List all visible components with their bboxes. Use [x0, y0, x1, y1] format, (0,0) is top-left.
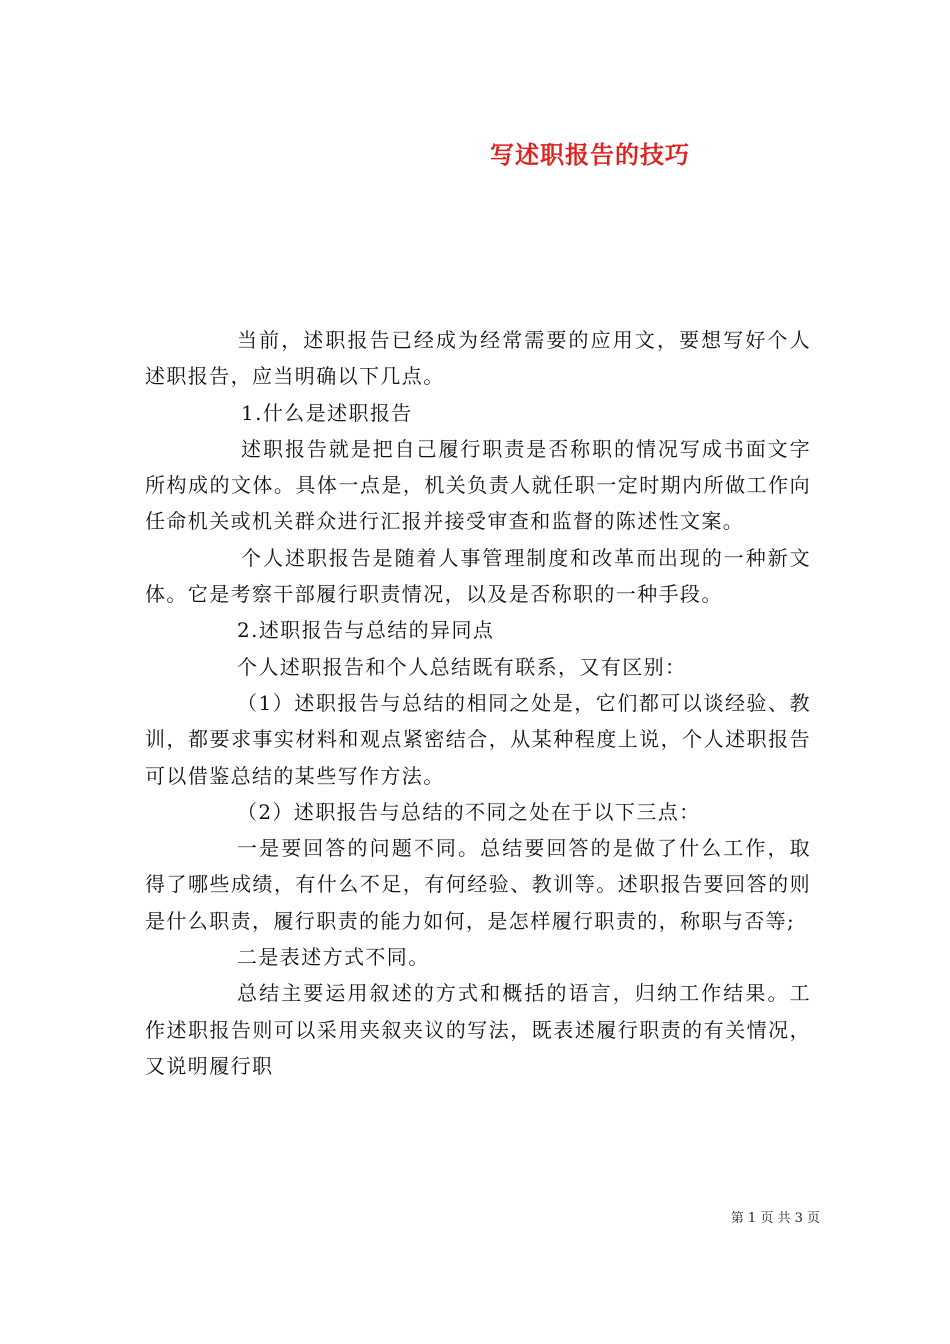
- paragraph-summary-method: 总结主要运用叙述的方式和概括的语言，归纳工作结果。工作述职报告则可以采用夹叙夹议的写法，既表述履行职责的有关情况，又说明履行职: [145, 981, 811, 1078]
- section-heading-1: 1.什么是述职报告: [241, 400, 413, 425]
- paragraph-similarities: （1）述职报告与总结的相同之处是，它们都可以谈经验、教训，都要求事实材料和观点紧密结合，从某种程度上说，个人述职报告可以借鉴总结的某些写作方法。: [145, 690, 811, 788]
- paragraph-new-genre: 个人述职报告是随着人事管理制度和改革而出现的一种新文体。它是考察干部履行职责情况，以及是否称职的一种手段。: [145, 545, 811, 607]
- page-number: 第 1 页 共 3 页: [730, 1211, 820, 1226]
- paragraph-relation: 个人述职报告和个人总结既有联系，又有区别：: [237, 654, 687, 679]
- paragraph-difference-2: 二是表述方式不同。: [237, 945, 430, 970]
- document-title: 写述职报告的技巧: [490, 140, 690, 169]
- paragraph-definition: 述职报告就是把自己履行职责是否称职的情况写成书面文字所构成的文体。具体一点是，机关负责人就任职一定时期内所做工作向任命机关或机关群众进行汇报并接受审查和监督的陈述性文案。: [145, 436, 811, 534]
- section-heading-2: 2.述职报告与总结的异同点: [237, 618, 495, 643]
- paragraph-intro: 当前，述职报告已经成为经常需要的应用文，要想写好个人述职报告，应当明确以下几点。: [145, 328, 811, 389]
- document-body: [145, 322, 811, 1084]
- paragraph-differences-intro: （2）述职报告与总结的不同之处在于以下三点：: [237, 799, 701, 824]
- paragraph-difference-1: 一是要回答的问题不同。总结要回答的是做了什么工作，取得了哪些成绩，有什么不足，有何经验、教训等。述职报告要回答的则是什么职责，履行职责的能力如何，是怎样履行职责的，称职与否等;: [145, 836, 811, 933]
